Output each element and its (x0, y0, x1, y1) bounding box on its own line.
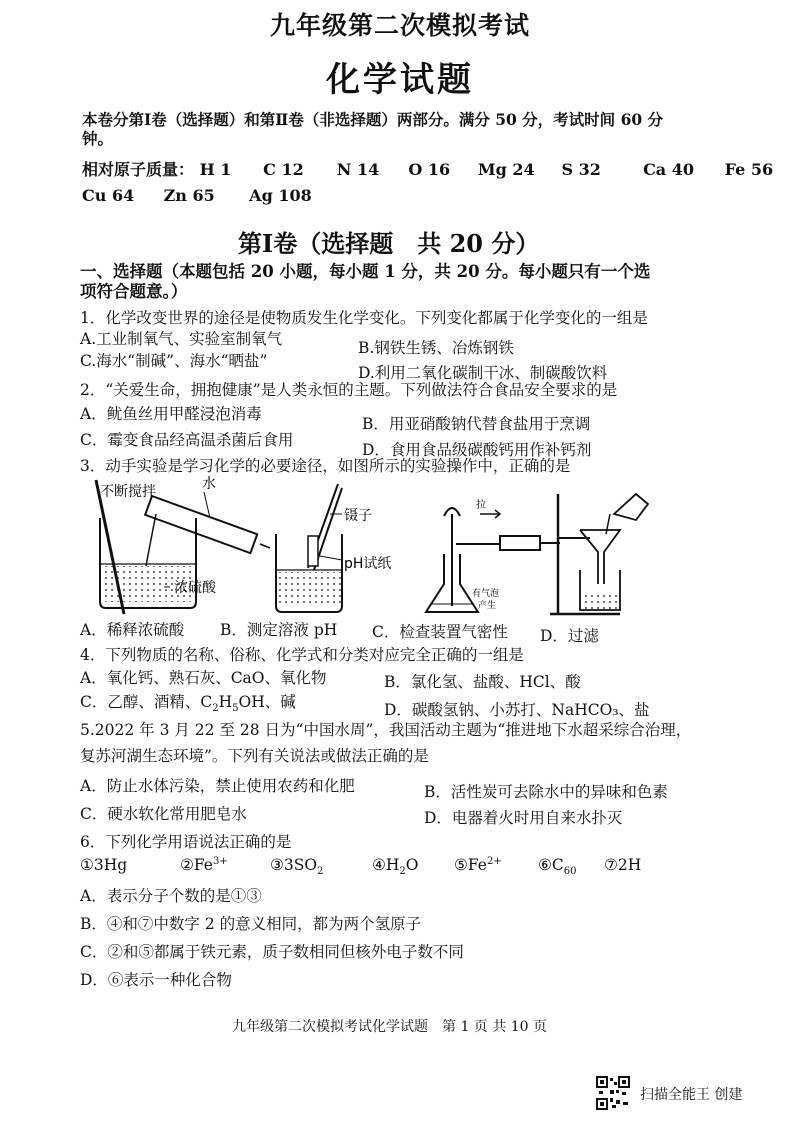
q4-option-c-post: OH、碱 (238, 693, 296, 711)
atomic-mass-item: H 1 (199, 160, 232, 179)
figure-a-dilution (96, 475, 270, 614)
label-ph-paper: pH试纸 (344, 556, 392, 572)
page-footer: 九年级第二次模拟考试化学试题 第 1 页 共 10 页 (232, 1019, 547, 1035)
q5-stem-line-1: 5.2022 年 3 月 22 至 28 日为“中国水周”，我国活动主题为“推进地下水超采综合治理， (80, 721, 692, 739)
q3-experiment-figure (80, 474, 660, 624)
label-water: 水 (202, 476, 216, 492)
q6-option-d: D．⑥表示一种化合物 (80, 971, 232, 989)
atomic-mass-label: 相对原子质量： (82, 160, 195, 179)
section-title: 第Ⅰ卷（选择题 共 20 分） (238, 229, 540, 258)
intro-line-2: 钟。 (82, 129, 114, 148)
q4-option-c-pre: C．乙醇、酒精、C (80, 693, 213, 711)
q2-option-c: C．霉变食品经高温杀菌后食用 (80, 431, 294, 449)
q1-option-a: A.工业制氧气、实验室制氧气 (80, 330, 283, 348)
q4-option-b: B．氯化氢、盐酸、HCl、酸 (384, 673, 581, 691)
q6-symbol-2: ②Fe (180, 856, 213, 875)
figure-c-airtight (426, 498, 560, 612)
q6-symbol-2-charge: 3+ (212, 856, 228, 867)
section-heading-line-2: 项符合题意。） (80, 282, 188, 301)
q1-option-d: D.利用二氧化碳制干冰、制碳酸饮料 (358, 364, 608, 382)
q5-option-c: C．硬水软化常用肥皂水 (80, 805, 247, 823)
q6-symbol-5: ⑤Fe (454, 856, 487, 875)
figure-b-ph (276, 484, 391, 612)
q6-stem: 6．下列化学用语说法正确的是 (80, 833, 292, 851)
q1-option-b: B.钢铁生锈、冶炼钢铁 (358, 339, 514, 357)
atomic-mass-item: Ca 40 (643, 160, 694, 179)
q6-symbol-6: ⑥C (538, 856, 564, 875)
q2-option-b: B．用亚硝酸钠代替食盐用于烹调 (362, 415, 591, 433)
q2-option-a: A．鱿鱼丝用甲醛浸泡消毒 (80, 405, 262, 423)
label-tweezers: 镊子 (344, 508, 372, 524)
q6-symbol-5-charge: 2+ (486, 856, 502, 867)
q4-option-c: C．乙醇、酒精、$C_2H_5OH$、碱 (80, 693, 296, 715)
label-pull: 拉 (476, 500, 486, 511)
q4-option-a: A．氧化钙、熟石灰、CaO、氧化物 (80, 669, 327, 687)
q6-option-c: C．②和⑤都属于铁元素，质子数相同但核外电子数不同 (80, 943, 464, 961)
q3-option-d: D．过滤 (540, 627, 599, 645)
label-stir: 不断搅拌 (100, 484, 156, 500)
figure-d-filtration (550, 494, 648, 614)
q1-option-c: C.海水“制碱”、海水“晒盐” (80, 352, 268, 370)
q2-stem: 2．“关爱生命，拥抱健康”是人类永恒的主题。下列做法符合食品安全要求的是 (80, 381, 618, 399)
q6-option-b: B．④和⑦中数字 2 的意义相同，都为两个氢原子 (80, 915, 422, 933)
q6-symbols: ①3Hg $②Fe^{3+}$ $③3SO_2$ $④H_2O$ $⑤Fe^{2+}$ $⑥C_{60}$ ⑦2H (80, 856, 642, 878)
q1-stem: 1．化学改变世界的途径是使物质发生化学变化。下列变化都属于化学变化的一组是 (80, 309, 648, 327)
q2-option-d: D．食用食品级碳酸钙用作补钙剂 (362, 441, 592, 459)
atomic-mass-row-2 (82, 186, 312, 205)
label-bubble-1: 有气泡 (472, 589, 500, 599)
atomic-mass-item: N 14 (336, 160, 380, 179)
q6-symbol-7: ⑦2H (604, 856, 642, 875)
q3-stem: 3．动手实验是学习化学的必要途径，如图所示的实验操作中，正确的是 (80, 457, 571, 475)
q6-symbol-3: ③3SO (270, 856, 318, 875)
scanner-watermark: 扫描全能王 创建 (640, 1087, 743, 1103)
section-heading-line-1: 一、选择题（本题包括 20 小题，每小题 1 分，共 20 分。每小题只有一个选 (80, 262, 651, 281)
q6-option-a: A．表示分子个数的是①③ (80, 887, 262, 905)
atomic-mass-item: Ag 108 (249, 186, 312, 205)
q5-option-b: B．活性炭可去除水中的异味和色素 (424, 783, 668, 801)
atomic-mass-item: C 12 (263, 160, 304, 179)
q6-symbol-4: ④H (372, 856, 400, 875)
q4-option-d: D．碳酸氢钠、小苏打、NaHCO₃、盐 (384, 701, 650, 719)
q6-symbol-4-post: O (405, 856, 419, 875)
atomic-mass-item: O 16 (408, 160, 451, 179)
q6-symbol-1: ①3Hg (80, 856, 128, 875)
atomic-mass-item: Zn 65 (163, 186, 215, 205)
subject-title: 化学试题 (326, 60, 474, 100)
qr-code-icon (596, 1076, 630, 1110)
q3-option-c: C．检查装置气密性 (372, 623, 508, 641)
q5-option-a: A．防止水体污染，禁止使用农药和化肥 (80, 777, 355, 795)
q3-option-a: A．稀释浓硫酸 (80, 621, 185, 639)
exam-title: 九年级第二次模拟考试 (270, 11, 531, 40)
q4-option-c-h: H (218, 693, 233, 711)
label-acid: 浓硫酸 (174, 580, 216, 596)
q3-option-b: B．测定溶液 pH (220, 621, 338, 639)
intro-line-1: 本卷分第Ⅰ卷（选择题）和第Ⅱ卷（非选择题）两部分。满分 50 分，考试时间 60 分 (82, 110, 664, 129)
atomic-mass-item: Mg 24 (477, 160, 535, 179)
q6-symbol-6-sub: 60 (563, 866, 577, 878)
atomic-mass-item: Fe 56 (724, 160, 774, 179)
q4-stem: 4．下列物质的名称、俗称、化学式和分类对应完全正确的一组是 (80, 646, 524, 664)
q5-stem-line-2: 复苏河湖生态环境”。下列有关说法或做法正确的是 (80, 747, 429, 765)
atomic-mass-item: S 32 (561, 160, 601, 179)
atomic-mass-row-1 (82, 157, 773, 180)
q5-option-d: D．电器着火时用自来水扑灭 (424, 809, 623, 827)
label-bubble-2: 产生 (478, 601, 497, 611)
atomic-mass-item: Cu 64 (82, 186, 135, 205)
